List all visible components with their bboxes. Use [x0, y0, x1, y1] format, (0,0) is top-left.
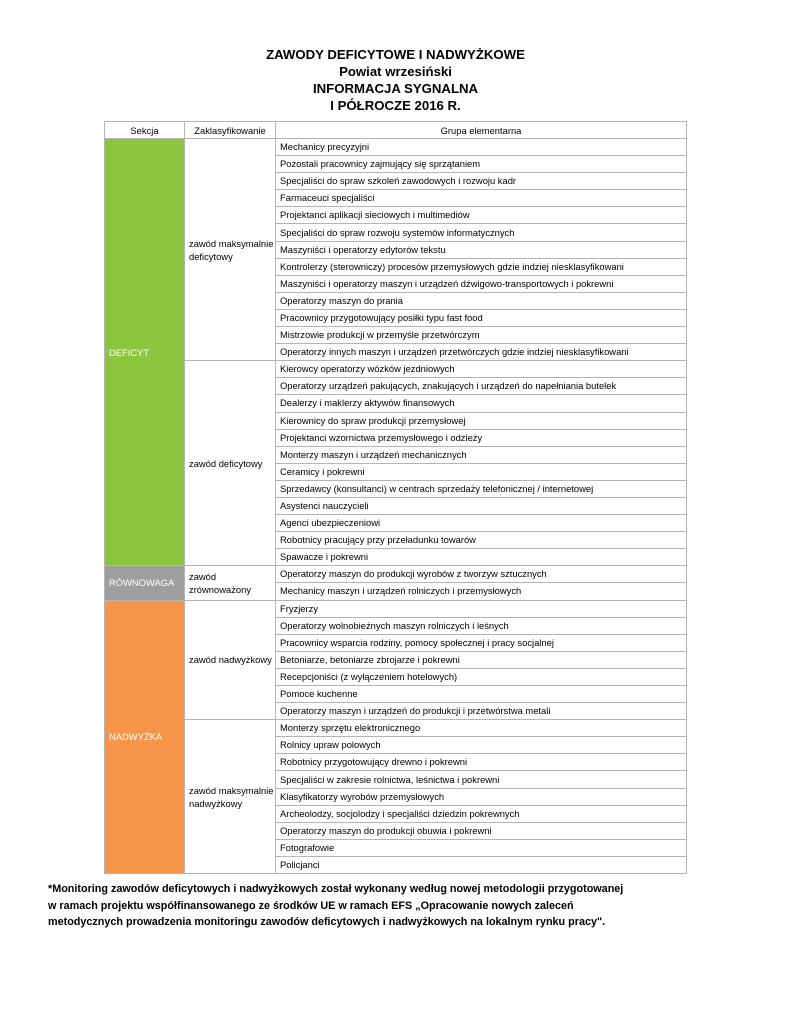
footnote: [48, 881, 748, 931]
table-row: [105, 566, 687, 583]
table-row: [105, 139, 687, 156]
title-line-3: INFORMACJA SYGNALNA: [312, 81, 479, 96]
occupation-cell: Mistrzowie produkcji w przemyśle przetwórczym: [276, 327, 687, 344]
occupation-cell: Operatorzy urządzeń pakujących, znakujących i urządzeń do napełniania butelek: [276, 378, 687, 395]
occupation-cell: Projektanci aplikacji sieciowych i multimediów: [276, 207, 687, 224]
occupation-cell: Sprzedawcy (konsultanci) w centrach sprzedaży telefonicznej / internetowej: [276, 480, 687, 497]
occupation-cell: Mechanicy maszyn i urządzeń rolniczych i przemysłowych: [276, 583, 687, 600]
occupation-cell: Pracownicy wsparcia rodziny, pomocy społecznej i pracy socjalnej: [276, 634, 687, 651]
occupation-cell: Specjaliści do spraw rozwoju systemów informatycznych: [276, 224, 687, 241]
occupation-cell: Maszyniści i operatorzy maszyn i urządzeń dźwigowo-transportowych i pokrewni: [276, 275, 687, 292]
occupation-cell: Maszyniści i operatorzy edytorów tekstu: [276, 241, 687, 258]
occupation-cell: Operatorzy maszyn i urządzeń do produkcji i przetwórstwa metali: [276, 703, 687, 720]
occupation-cell: Rolnicy upraw polowych: [276, 737, 687, 754]
section-cell: NADWYŻKA: [105, 600, 185, 874]
section-cell: RÓWNOWAGA: [105, 566, 185, 600]
occupation-cell: Monterzy maszyn i urządzeń mechanicznych: [276, 446, 687, 463]
occupation-cell: Fryzjerzy: [276, 600, 687, 617]
classification-cell: zawód maksymalnie nadwyżkowy: [185, 720, 276, 874]
occupation-cell: Specjaliści do spraw szkoleń zawodowych i rozwoju kadr: [276, 173, 687, 190]
occupation-cell: Operatorzy maszyn do produkcji wyrobów z tworzyw sztucznych: [276, 566, 687, 583]
table-header-row: [105, 122, 687, 139]
occupation-cell: Operatorzy maszyn do prania: [276, 292, 687, 309]
occupation-cell: Dealerzy i maklerzy aktywów finansowych: [276, 395, 687, 412]
occupation-cell: Operatorzy wolnobieżnych maszyn rolniczych i leśnych: [276, 617, 687, 634]
occupation-cell: Specjaliści w zakresie rolnictwa, leśnictwa i pokrewni: [276, 771, 687, 788]
occupation-cell: Operatorzy maszyn do produkcji obuwia i pokrewni: [276, 822, 687, 839]
header-grupa-elementarna: Grupa elementarna: [276, 122, 687, 139]
title-line-4: I PÓŁROCZE 2016 R.: [330, 98, 461, 113]
occupation-cell: Pozostali pracownicy zajmujący się sprzątaniem: [276, 156, 687, 173]
title-line-2: Powiat wrzesiński: [339, 64, 452, 79]
occupation-cell: Asystenci nauczycieli: [276, 497, 687, 514]
occupation-cell: Pomoce kuchenne: [276, 686, 687, 703]
footnote-line-1: *Monitoring zawodów deficytowych i nadwyżkowych został wykonany według nowej metodologii przygotowanej: [48, 883, 624, 895]
occupation-cell: Mechanicy precyzyjni: [276, 139, 687, 156]
occupation-cell: Pracownicy przygotowujący posiłki typu fast food: [276, 309, 687, 326]
occupation-cell: Farmaceuci specjaliści: [276, 190, 687, 207]
occupation-cell: Policjanci: [276, 856, 687, 873]
occupation-cell: Klasyfikatorzy wyrobów przemysłowych: [276, 788, 687, 805]
classification-cell: zawód zrównoważony: [185, 566, 276, 600]
occupation-cell: Archeolodzy, socjolodzy i specjaliści dziedzin pokrewnych: [276, 805, 687, 822]
occupation-cell: Recepcjoniści (z wyłączeniem hotelowych): [276, 668, 687, 685]
header-sekcja: Sekcja: [105, 122, 185, 139]
occupation-cell: Projektanci wzornictwa przemysłowego i odzieży: [276, 429, 687, 446]
classification-cell: zawód deficytowy: [185, 361, 276, 566]
table-row: [105, 600, 687, 617]
classification-cell: zawód nadwyżkowy: [185, 600, 276, 720]
classification-cell: zawód maksymalnie deficytowy: [185, 139, 276, 361]
occupation-cell: Operatorzy innych maszyn i urządzeń przetwórczych gdzie indziej niesklasyfikowani: [276, 344, 687, 361]
footnote-line-2: w ramach projektu współfinansowanego ze środków UE w ramach EFS „Opracowanie nowych zaleceń: [48, 899, 574, 912]
section-cell: DEFICYT: [105, 139, 185, 566]
occupation-cell: Kierowcy operatorzy wózków jezdniowych: [276, 361, 687, 378]
title-line-1: ZAWODY DEFICYTOWE I NADWYŻKOWE: [266, 47, 525, 62]
table-row: [105, 720, 687, 737]
occupation-cell: Monterzy sprzętu elektronicznego: [276, 720, 687, 737]
occupation-cell: Agenci ubezpieczeniowi: [276, 515, 687, 532]
occupation-cell: Ceramicy i pokrewni: [276, 463, 687, 480]
header-zaklasyfikowanie: Zaklasyfikowanie: [185, 122, 276, 139]
occupation-cell: Robotnicy pracujący przy przeładunku towarów: [276, 532, 687, 549]
occupations-table: [104, 121, 687, 874]
occupation-cell: Robotnicy przygotowujący drewno i pokrewni: [276, 754, 687, 771]
document-title: [0, 46, 791, 114]
occupation-cell: Fotografowie: [276, 839, 687, 856]
occupation-cell: Kierownicy do spraw produkcji przemysłowej: [276, 412, 687, 429]
occupation-cell: Betoniarze, betoniarze zbrojarze i pokrewni: [276, 651, 687, 668]
footnote-line-3: metodycznych prowadzenia monitoringu zawodów deficytowych i nadwyżkowych na lokalnym rynku pracy".: [48, 916, 606, 928]
occupation-cell: Kontrolerzy (sterowniczy) procesów przemysłowych gdzie indziej niesklasyfikowani: [276, 258, 687, 275]
table-body: [105, 139, 687, 874]
table-row: [105, 361, 687, 378]
occupation-cell: Spawacze i pokrewni: [276, 549, 687, 566]
